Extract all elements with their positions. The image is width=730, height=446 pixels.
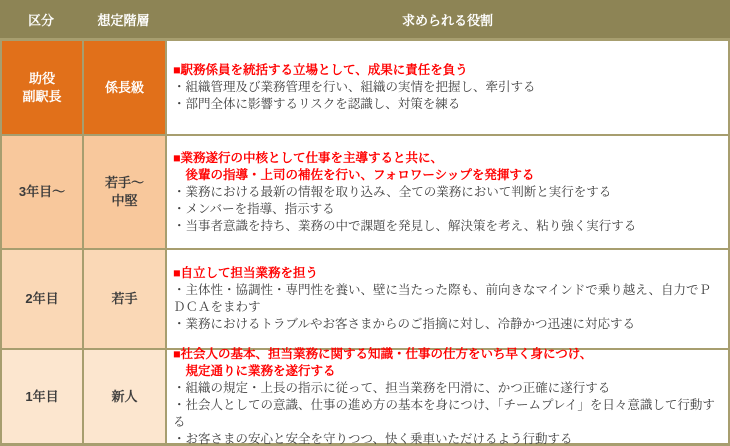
tier-cell: [84, 350, 165, 443]
role-bullet: ・業務における最新の情報を取り込み、全ての業務において判断と実行をする: [173, 184, 612, 199]
category-cell: [2, 250, 82, 348]
tier-label: 係長級: [104, 79, 144, 95]
role-bullet: ・社会人としての意識、仕事の進め方の基本を身につけ、「チームプレイ」を日々意識して行動する: [173, 397, 715, 429]
role-cell: [167, 41, 728, 134]
tier-label: 若手～: [104, 175, 144, 191]
tier-label: 中堅: [111, 193, 138, 208]
category-label: 1年目: [25, 388, 59, 404]
role-bullet: ・お客さまの安心と安全を守りつつ、快く乗車いただけるよう行動する: [173, 431, 573, 446]
header-cell-category: 区分: [27, 12, 54, 28]
tier-label: 若手: [111, 291, 138, 307]
role-heading-line: ■駅務係員を統括する立場として、成果に責任を負う: [173, 63, 468, 77]
role-bullet: ・主体性・協調性・専門性を養い、壁に当たった際も、前向きなマインドで乗り越え、自力でＰＤＣＡをまわす: [173, 283, 712, 314]
role-heading-line: ■社会人の基本、担当業務に関する知識・仕事の仕方をいち早く身につけ、: [173, 346, 593, 361]
category-cell: [2, 136, 82, 248]
header-cell-role: 求められる役割: [401, 12, 493, 28]
category-label: 助役: [28, 70, 55, 86]
role-bullet: ・組織管理及び業務管理を行い、組織の実情を把握し、牽引する: [173, 80, 536, 94]
category-cell: [2, 350, 82, 443]
role-cell: [167, 250, 728, 348]
category-label: 副駅長: [22, 88, 62, 104]
table-body: [0, 38, 730, 446]
role-bullet: ・組織の規定・上長の指示に従って、担当業務を円滑に、かつ正確に遂行する: [173, 380, 611, 395]
role-bullet: ・業務におけるトラブルやお客さまからのご指摘に対し、冷静かつ迅速に対応する: [173, 317, 636, 331]
role-cell: [167, 136, 728, 248]
role-heading-line: ■業務遂行の中核として仕事を主導すると共に、: [173, 150, 444, 165]
category-label: 2年目: [25, 291, 59, 307]
tier-cell: [84, 136, 165, 248]
role-heading-line: 後輩の指導・上司の補佐を行い、フォロワーシップを発揮する: [173, 167, 535, 182]
tier-cell: [84, 250, 165, 348]
category-cell: [2, 41, 82, 134]
header-cell-tier: 想定階層: [97, 12, 150, 28]
category-label: 3年目～: [18, 184, 66, 200]
tier-label: 新人: [111, 388, 138, 404]
role-bullet: ・当事者意識を持ち、業務の中で課題を発見し、解決策を考え、粘り強く実行する: [173, 218, 637, 233]
tier-cell: [84, 41, 165, 134]
role-cell: [167, 346, 728, 446]
table-header-row: [0, 0, 730, 38]
role-heading-line: ■自立して担当業務を担う: [173, 266, 319, 280]
role-heading-line: 規定通りに業務を遂行する: [173, 363, 336, 378]
role-bullet: ・部門全体に影響するリスクを認識し、対策を練る: [173, 97, 461, 111]
role-bullet: ・メンバーを指導、指示する: [173, 201, 335, 216]
